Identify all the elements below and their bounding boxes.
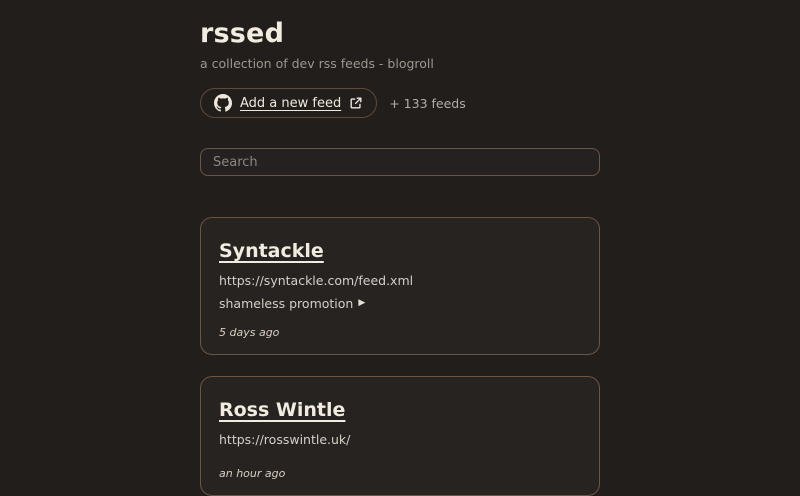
feed-timestamp: an hour ago [219,467,286,480]
page-subtitle: a collection of dev rss feeds - blogroll [200,56,434,71]
github-icon [214,94,232,112]
feed-count: + 133 feeds [389,95,466,111]
promotion-arrow-icon: ▶ [358,298,366,308]
feed-url: https://rosswintle.uk/ [219,432,351,447]
feed-card-syntackle [200,217,600,355]
feed-url: https://syntackle.com/feed.xml [219,273,414,288]
feed-description [219,296,581,311]
feed-card-ross-wintle [200,376,600,496]
feed-title-link[interactable]: Syntackle [219,240,324,262]
add-feed-button[interactable] [200,88,377,118]
search-input[interactable] [200,148,600,176]
feed-list [200,217,600,496]
feed-timestamp: 5 days ago [219,326,280,339]
page-title: rssed [200,18,285,49]
main-content [200,0,600,496]
add-feed-label: Add a new feed [240,95,342,111]
feed-description-text: shameless promotion [219,296,354,311]
feed-title-link[interactable]: Ross Wintle [219,399,346,421]
external-link-icon [349,96,363,110]
actions-row [200,88,600,118]
